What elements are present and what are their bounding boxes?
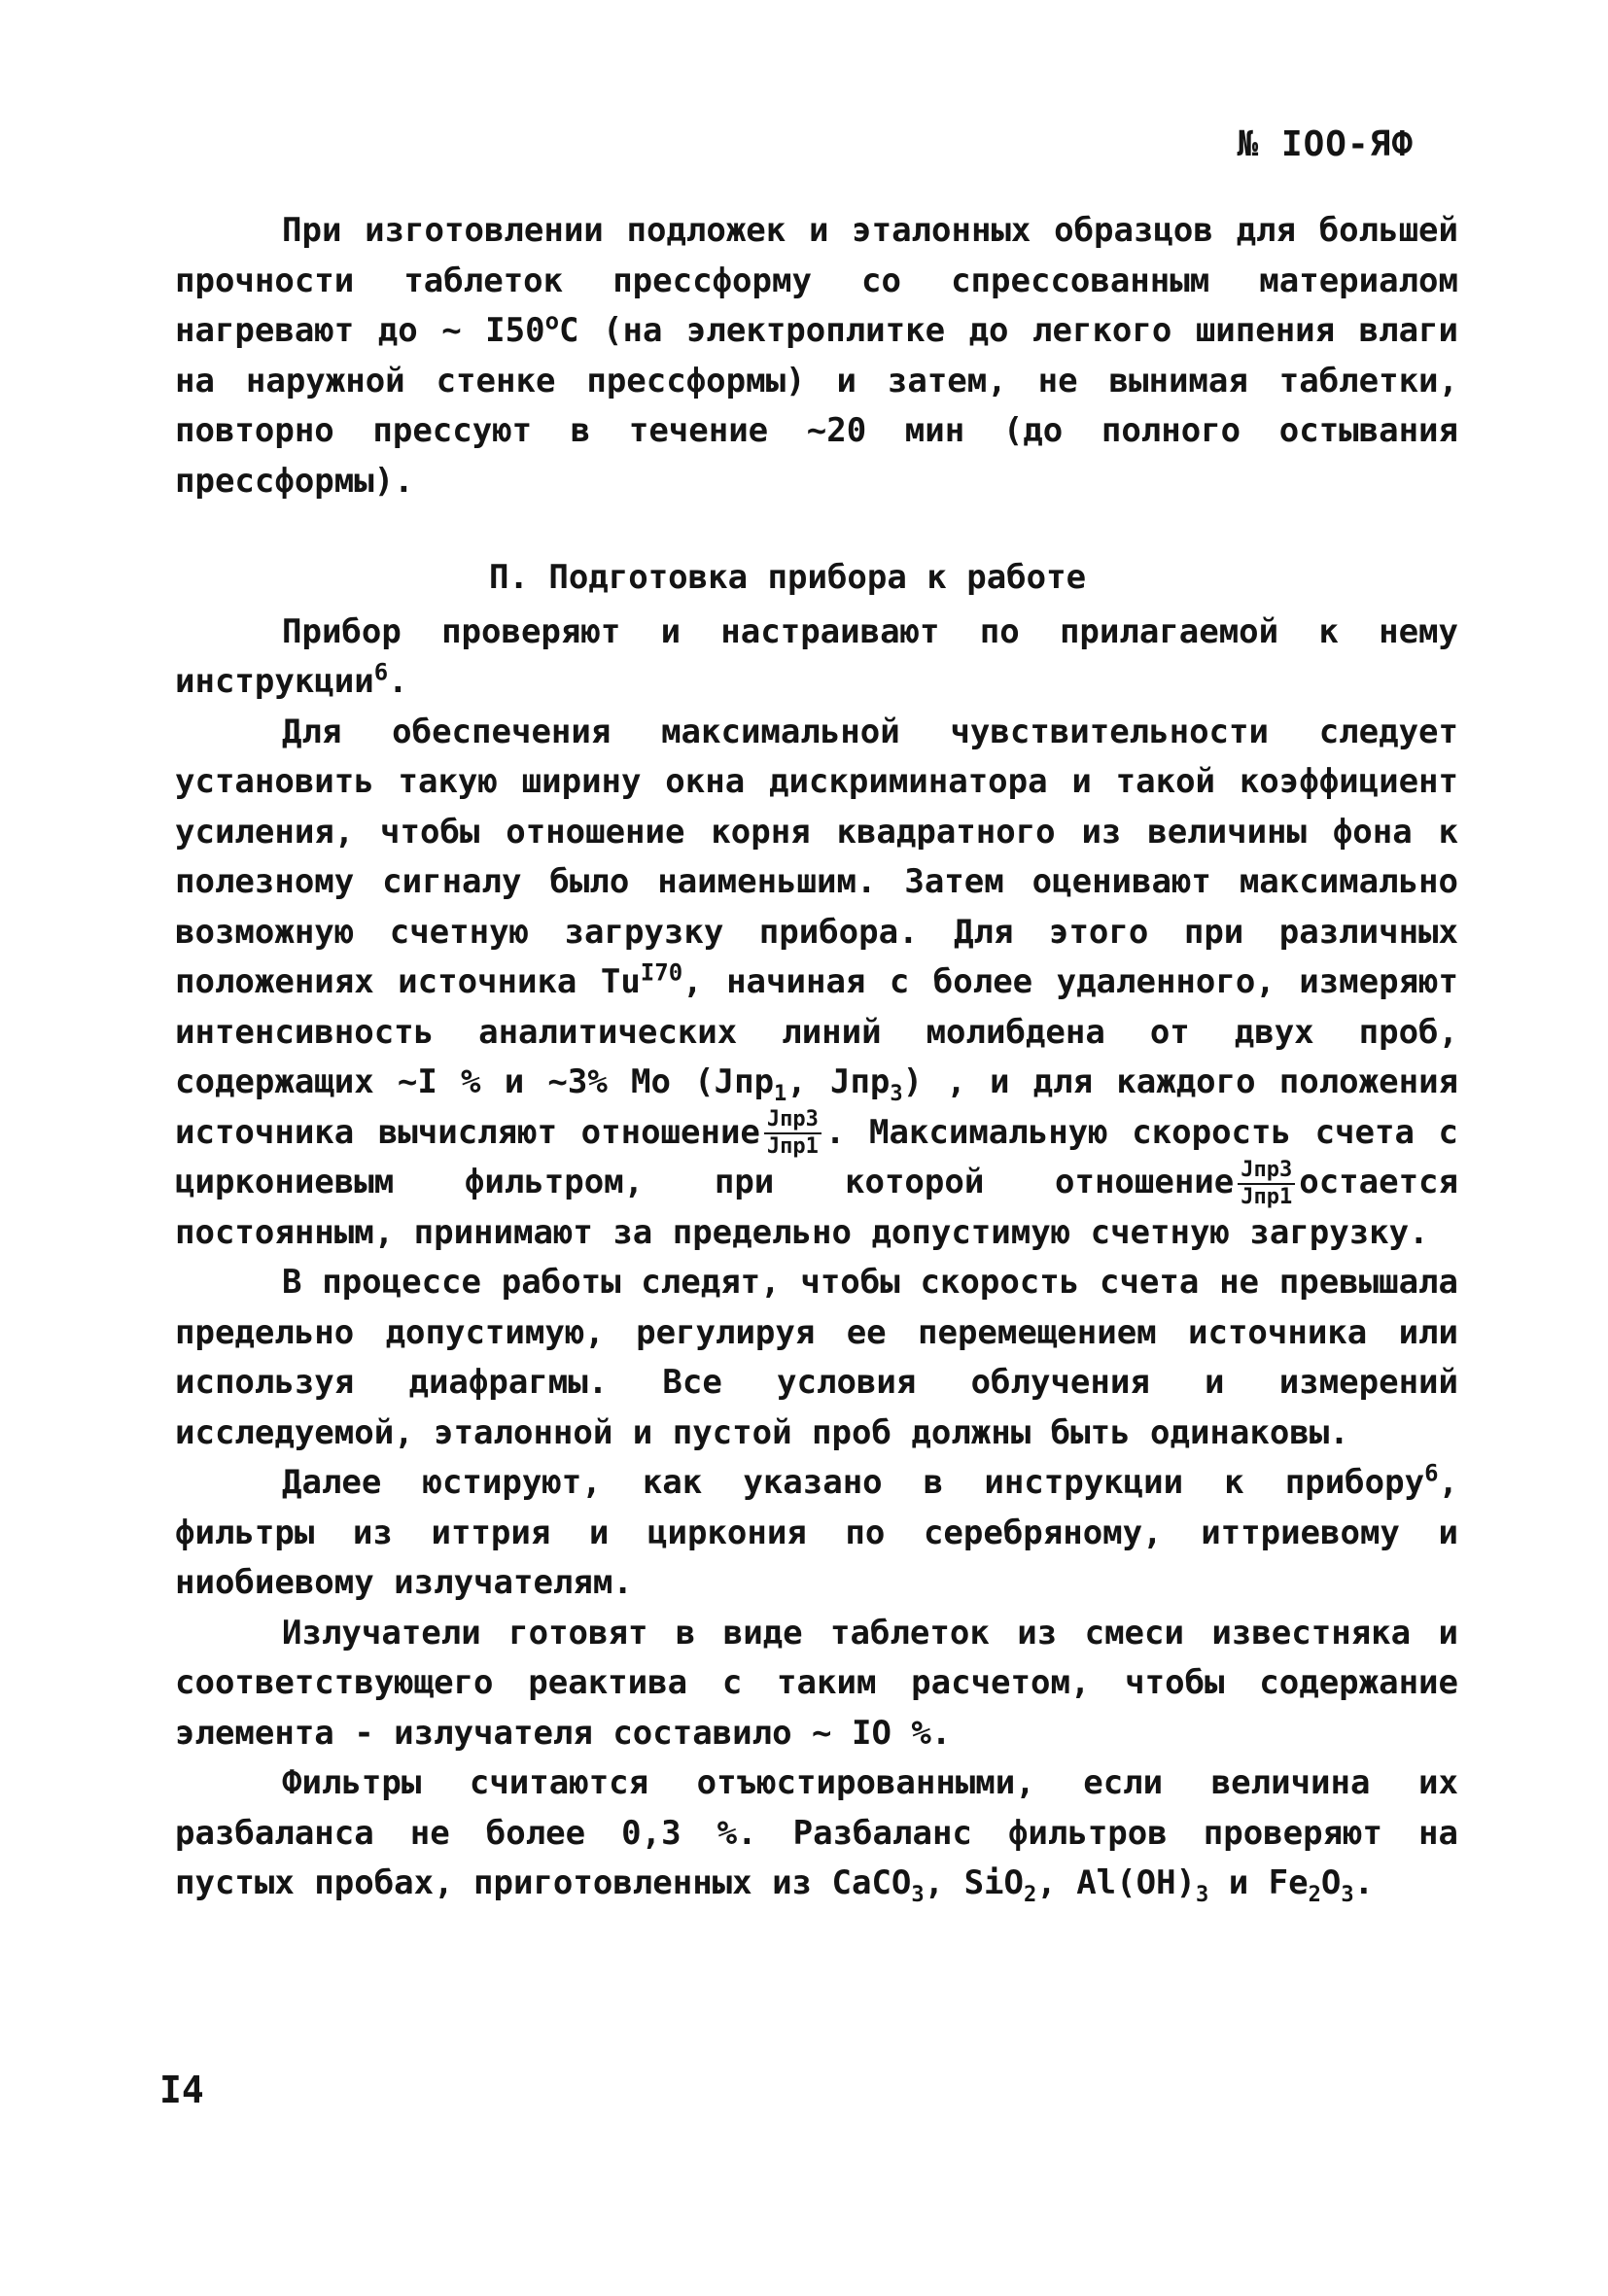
paragraph-sensitivity	[175, 708, 1458, 1259]
formula-text: .	[1353, 1863, 1375, 1902]
paragraph-text: остается постоянным, принимают за предельно допустимую счетную загрузку.	[175, 1163, 1458, 1252]
formula-text: O	[1320, 1863, 1342, 1902]
degree-superscript: о	[544, 307, 560, 335]
paragraph-count-rate: В процессе работы следят, чтобы скорость счета не превышала предельно допустимую, регулируя ее перемещением источника или используя диафрагмы. Все условия облучения и измерений исследуемой, эталонной и пустой проб должны быть одинаковы.	[175, 1263, 1458, 1452]
intensity-ratio-fraction	[1238, 1157, 1295, 1209]
formula-text: и Fe	[1208, 1863, 1309, 1902]
formula-subscript: 2	[1024, 1882, 1037, 1907]
reference-superscript: 6	[373, 658, 389, 686]
paragraph-text: Фильтры считаются отъюстированными, если величина их разбаланса не более 0,3 %. Разбаланс фильтров проверяют на пустых пробах, приготовленных из CaCO	[175, 1763, 1458, 1902]
intensity-subscript: 1	[774, 1081, 787, 1106]
paragraph-text: Прибор проверяют и настраивают по прилагаемой к нему инструкции	[175, 611, 1458, 701]
paragraph-pressing	[175, 206, 1458, 506]
paragraph-filter-balance	[175, 1758, 1458, 1909]
isotope-superscript: I70	[640, 958, 683, 987]
intensity-ratio-fraction	[764, 1109, 821, 1158]
page-number: I4	[159, 2069, 204, 2111]
paragraph-text: Для обеспечения максимальной чувствительности следует установить такую ширину окна дискриминатора и такой коэффициент усиления, чтобы отношение корня квадратного из величины фона к полезному сигналу было наименьшим. Затем оценивают максимально возможную счетную загрузку прибора. Для этого при различных положениях источника Tu	[175, 712, 1458, 1001]
paragraph-emitters: Излучатели готовят в виде таблеток из смеси известняка и соответствующего реактива с таким расчетом, чтобы содержание элемента - излучателя составило ~ IO %.	[175, 1613, 1458, 1753]
paragraph-adjustment	[175, 1458, 1458, 1609]
formula-text: , SiO	[924, 1863, 1024, 1902]
reference-superscript: 6	[1424, 1459, 1439, 1487]
separator: ,	[787, 1062, 830, 1101]
formula-subscript: 2	[1308, 1882, 1321, 1907]
paragraph-instrument-setup	[175, 608, 1458, 708]
paragraph-text: ) , и для каждого положения источника вычисляют отношение	[175, 1062, 1459, 1152]
document-number: № IOO-ЯФ	[1237, 124, 1414, 164]
paragraph-text: . Максимальную скорость счета с циркониевым фильтром, при которой отношение	[175, 1112, 1459, 1201]
section-heading: П. Подготовка прибора к работе	[488, 558, 1087, 597]
fraction-numerator: Jпр3	[764, 1109, 821, 1134]
formula-subscript: 3	[911, 1882, 925, 1907]
fraction-numerator: Jпр3	[1238, 1160, 1295, 1185]
document-body	[175, 206, 1458, 1909]
paragraph-text: При изготовлении подложек и эталонных образцов для большей прочности таблеток прессформу со спрессованным материалом нагревают до ~ I50	[175, 211, 1458, 350]
paragraph-text: С (на электроплитке до легкого шипения влаги на наружной стенке прессформы) и затем, не вынимая таблетки, повторно прессуют в течение ~20 мин (до полного остывания прессформы).	[175, 311, 1458, 501]
paragraph-text: .	[388, 662, 408, 701]
paragraph-text: Далее юстируют, как указано в инструкции к прибору	[282, 1463, 1425, 1502]
formula-subscript: 3	[1341, 1882, 1354, 1907]
formula-text: , Al(OH)	[1036, 1863, 1197, 1902]
paragraph-text: , начиная с более удаленного, измеряют интенсивность аналитических линий молибдена от двух проб, содержащих ~I % и ~3% Mo (	[175, 962, 1458, 1101]
intensity-symbol: Jпр	[714, 1062, 775, 1101]
fraction-denominator: Jпр1	[766, 1134, 819, 1159]
intensity-symbol: Jпр	[829, 1062, 891, 1101]
paragraph-text: , фильтры из иттрия и циркония по серебряному, иттриевому и ниобиевому излучателям.	[175, 1463, 1458, 1602]
fraction-denominator: Jпр1	[1241, 1184, 1293, 1209]
formula-subscript: 3	[1196, 1882, 1209, 1907]
intensity-subscript: 3	[890, 1081, 903, 1106]
